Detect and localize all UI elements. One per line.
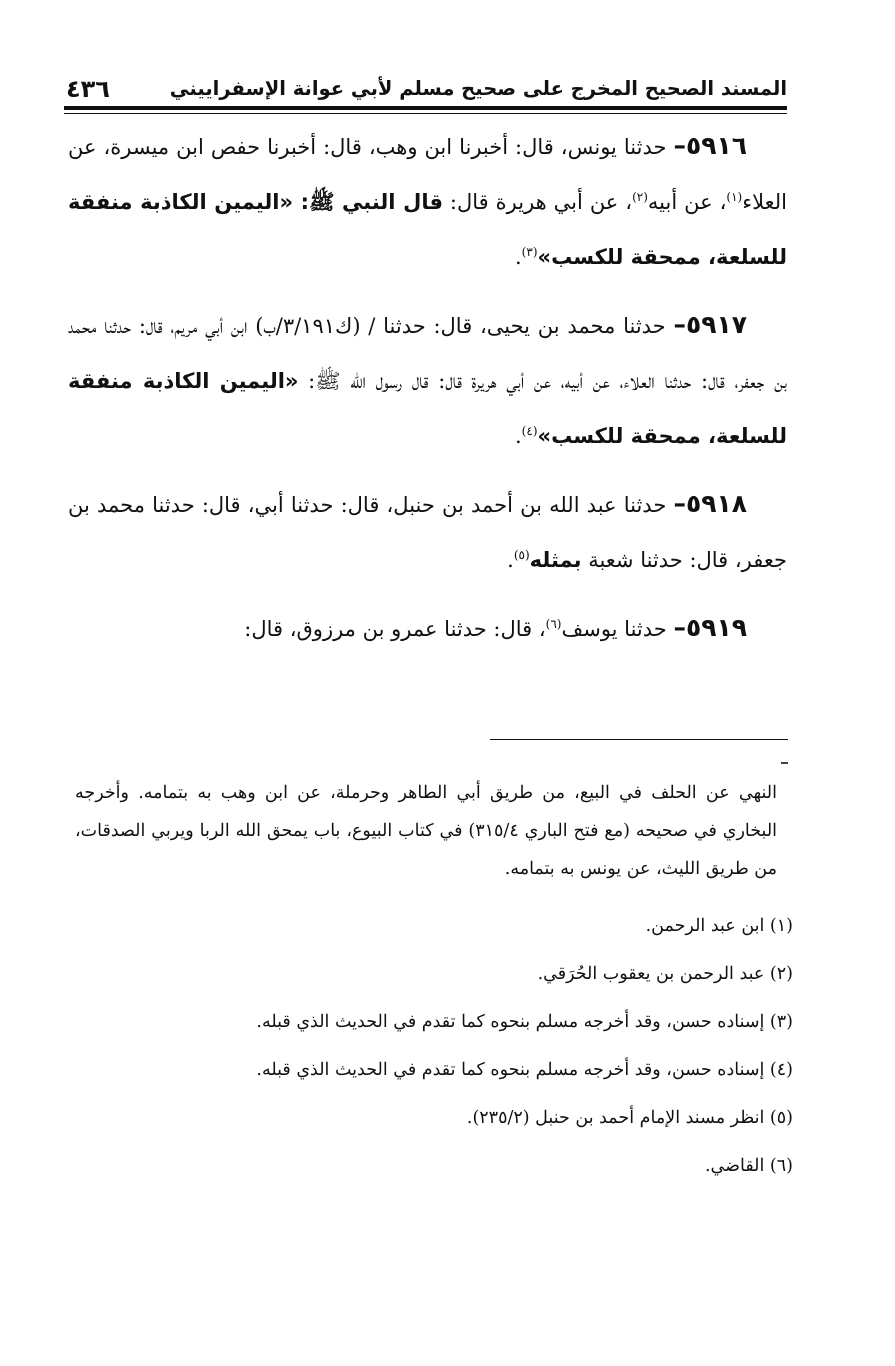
hadith-text: حدثنا محمد بن يحيى، قال: حدثنا / (ك٣/١٩١/ب) ابن أبي مريم، قال: حدثنا محمد بن جعفر، قال: حدثنا العلاء، عن أبيه، عن أبي هريرة قال: قال رسول الله ﷺ: xyxy=(68,314,788,393)
footnote-ref[interactable]: (٥) xyxy=(513,548,530,562)
footnote-6: (٦) القاضي. xyxy=(704,1156,793,1176)
hadith-5918 xyxy=(68,476,787,588)
header-rule-thin xyxy=(64,113,787,114)
footnote-1: (١) ابن عبد الرحمن. xyxy=(645,916,793,936)
footnote-continuation: النهي عن الحلف في البيع، من طريق أبي الطاهر وحرملة، عن ابن وهب به بتمامه. وأخرجه البخاري في صحيحه (مع فتح الباري ٣١٥/٤) في كتاب البيوع، باب يمحق الله الربا ويربي الصدقات، من طريق الليث، عن يونس به بتمامه. xyxy=(75,783,778,879)
hadith-number: ٥٩١٧– xyxy=(673,310,747,339)
bold-phrase: بمثله xyxy=(529,548,582,572)
prophetic-quote: «اليمين الكاذبة منفقة للسلعة، ممحقة للكسب» xyxy=(68,190,787,269)
page-header xyxy=(66,64,787,104)
footnote-3: (٣) إسناده حسن، وقد أخرجه مسلم بنحوه كما تقدم في الحديث الذي قبله. xyxy=(256,1012,793,1032)
footnotes-section xyxy=(75,774,793,1190)
hadith-text: حدثنا يوسف xyxy=(561,617,674,641)
bold-phrase: قال النبي ﷺ: xyxy=(300,190,443,214)
footnote-ref[interactable]: (١) xyxy=(726,190,743,204)
footnote-ref[interactable]: (٣) xyxy=(521,245,538,259)
footnote-continuation-mark xyxy=(781,762,788,764)
main-text xyxy=(68,118,787,669)
footnote-ref[interactable]: (٤) xyxy=(521,424,538,438)
footnote-5: (٥) انظر مسند الإمام أحمد بن حنبل (٢٣٥/٢). xyxy=(466,1108,793,1128)
header-rule-thick xyxy=(64,106,787,110)
prophetic-quote: «اليمين الكاذبة منفقة للسلعة، ممحقة للكسب» xyxy=(68,369,787,448)
sentence-end: . xyxy=(514,424,522,448)
hadith-text: حدثنا عبد الله بن أحمد بن حنبل، قال: حدثنا أبي، قال: حدثنا محمد بن جعفر، قال: حدثنا شعبة xyxy=(68,493,787,572)
hadith-5917 xyxy=(68,297,787,464)
hadith-number: ٥٩١٨– xyxy=(673,489,747,518)
footnote-4: (٤) إسناده حسن، وقد أخرجه مسلم بنحوه كما تقدم في الحديث الذي قبله. xyxy=(256,1060,793,1080)
hadith-number: ٥٩١٦– xyxy=(673,131,747,160)
footnote-ref[interactable]: (٢) xyxy=(632,190,648,204)
hadith-text: ، عن أبي هريرة قال: xyxy=(442,190,633,214)
hadith-5916 xyxy=(68,118,787,285)
footnote-separator xyxy=(490,739,788,740)
footnote-ref[interactable]: (٦) xyxy=(545,617,562,631)
sentence-end: . xyxy=(514,245,522,269)
page-number: ٤٣٦ xyxy=(66,75,110,103)
hadith-text: حدثنا يونس، قال: أخبرنا ابن وهب، قال: أخبرنا حفص ابن ميسرة، عن العلاء xyxy=(68,135,787,214)
hadith-5919 xyxy=(68,600,787,657)
hadith-text: ، قال: حدثنا عمرو بن مرزوق، قال: xyxy=(244,617,546,641)
footnote-2: (٢) عبد الرحمن بن يعقوب الحُرَقي. xyxy=(537,964,793,984)
hadith-number: ٥٩١٩– xyxy=(673,613,747,642)
running-title: المسند الصحيح المخرج على صحيح مسلم لأبي عوانة الإسفراييني xyxy=(169,77,787,100)
hadith-text: ، عن أبيه xyxy=(647,190,727,214)
sentence-end: . xyxy=(507,548,514,572)
